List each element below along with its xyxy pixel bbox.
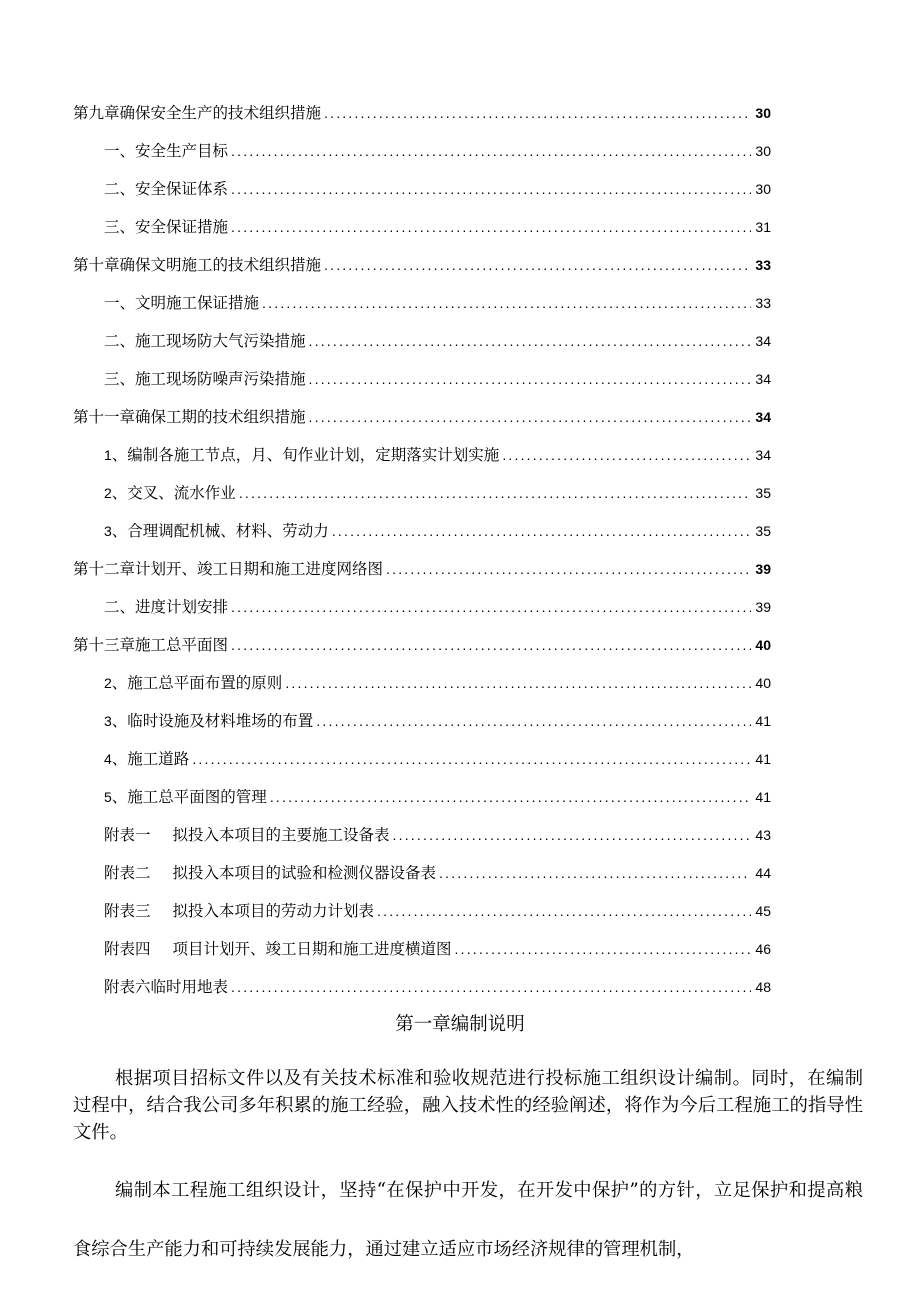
toc-entry-title xyxy=(104,443,499,467)
toc-entry-number: 3 xyxy=(104,523,112,539)
toc-entry-title: 第九章确保安全生产的技术组织措施 xyxy=(73,104,322,122)
toc-leader-dots xyxy=(324,253,751,277)
toc-entry-number: 4 xyxy=(104,751,112,767)
toc-leader-dots xyxy=(309,329,752,353)
toc-leader-dots xyxy=(324,101,751,125)
toc-entry-number: 2 xyxy=(104,675,112,691)
toc-entry-title xyxy=(104,519,329,543)
body-paragraph: 根据项目招标文件以及有关技术标准和验收规范进行投标施工组织设计编制。同时，在编制过程中，结合我公司多年积累的施工经验，融入技术性的经验阐述，将作为今后工程施工的指导性文件。 xyxy=(73,1068,863,1143)
body-paragraph: 编制本工程施工组织设计，坚持“在保护中开发，在开发中保护”的方针，立足保护和提高粮食综合生产能力和可持续发展能力，通过建立适应市场经济规律的管理机制， xyxy=(73,1180,863,1260)
toc-entry[interactable] xyxy=(104,823,771,847)
toc-entry-number: 3 xyxy=(104,713,112,729)
toc-entry[interactable] xyxy=(104,747,771,771)
toc-entry-title xyxy=(104,937,452,961)
toc-leader-dots xyxy=(231,215,751,239)
toc-leader-dots xyxy=(309,367,752,391)
toc-page-number: 30 xyxy=(755,143,771,159)
toc-entry-title xyxy=(104,861,436,885)
toc-entry-title: 二、安全保证体系 xyxy=(104,180,229,198)
toc-entry[interactable] xyxy=(104,861,771,885)
toc-leader-dots xyxy=(377,899,751,923)
toc-entry-label: 、施工总平面布置的原则 xyxy=(111,674,283,692)
toc-appendix-label: 附表三 xyxy=(104,902,151,920)
toc-entry[interactable] xyxy=(104,177,771,201)
toc-page-number: 33 xyxy=(755,257,771,273)
toc-entry-title xyxy=(104,747,189,771)
toc-entry-label: 拟投入本项目的试验和检测仪器设备表 xyxy=(172,864,437,882)
toc-entry[interactable] xyxy=(104,481,771,505)
chapter-title: 第一章编制说明 xyxy=(395,1014,525,1035)
toc-entry-title: 三、施工现场防噪声污染措施 xyxy=(104,370,306,388)
toc-page-number: 30 xyxy=(755,105,771,121)
toc-entry-title: 二、施工现场防大气污染措施 xyxy=(104,332,306,350)
toc-leader-dots xyxy=(231,975,751,999)
toc-page-number: 34 xyxy=(755,447,771,463)
toc-entry-title: 第十章确保文明施工的技术组织措施 xyxy=(73,256,322,274)
toc-page-number: 41 xyxy=(755,713,771,729)
toc-page-number: 46 xyxy=(755,941,771,957)
toc-entry-label: 拟投入本项目的劳动力计划表 xyxy=(172,902,375,920)
toc-entry-title: 第十三章施工总平面图 xyxy=(73,636,229,654)
toc-leader-dots xyxy=(502,443,751,467)
toc-entry[interactable] xyxy=(104,291,771,315)
toc-page-number: 30 xyxy=(755,181,771,197)
toc-entry-label: 、合理调配机械、材料、劳动力 xyxy=(111,522,329,540)
toc-page-number: 45 xyxy=(755,903,771,919)
toc-leader-dots xyxy=(439,861,751,885)
toc-entry[interactable] xyxy=(73,557,771,581)
toc-entry-title xyxy=(104,823,390,847)
toc-leader-dots xyxy=(309,405,752,429)
toc-leader-dots xyxy=(231,633,751,657)
toc-entry-title: 二、进度计划安排 xyxy=(104,598,229,616)
toc-leader-dots xyxy=(239,481,752,505)
toc-leader-dots xyxy=(386,557,751,581)
toc-entry-label: 、施工道路 xyxy=(111,750,190,768)
toc-page-number: 39 xyxy=(755,599,771,615)
toc-page-number: 34 xyxy=(755,409,771,425)
toc-entry-title: 附表六临时用地表 xyxy=(104,978,229,996)
toc-page-number: 41 xyxy=(755,789,771,805)
toc-entry-title: 一、文明施工保证措施 xyxy=(104,294,260,312)
toc-leader-dots xyxy=(393,823,752,847)
toc-entry[interactable] xyxy=(104,937,771,961)
toc-entry-title: 第十二章计划开、竣工日期和施工进度网络图 xyxy=(73,560,384,578)
toc-entry[interactable] xyxy=(104,975,771,999)
toc-entry-title xyxy=(104,671,282,695)
toc-leader-dots xyxy=(231,595,751,619)
toc-page-number: 44 xyxy=(755,865,771,881)
toc-page-number: 43 xyxy=(755,827,771,843)
toc-leader-dots xyxy=(262,291,751,315)
toc-entry-title xyxy=(104,899,374,923)
toc-leader-dots xyxy=(332,519,752,543)
toc-entry-title: 一、安全生产目标 xyxy=(104,142,229,160)
toc-entry[interactable] xyxy=(73,101,771,125)
toc-entry-number: 2 xyxy=(104,485,112,501)
toc-page-number: 48 xyxy=(755,979,771,995)
toc-appendix-label: 附表二 xyxy=(104,864,151,882)
toc-entry-label: 、施工总平面图的管理 xyxy=(111,788,267,806)
toc-entry-title: 第十一章确保工期的技术组织措施 xyxy=(73,408,306,426)
toc-entry-label: 项目计划开、竣工日期和施工进度横道图 xyxy=(172,940,452,958)
toc-entry[interactable] xyxy=(104,785,771,809)
toc-entry[interactable] xyxy=(104,139,771,163)
toc-entry-title: 三、安全保证措施 xyxy=(104,218,229,236)
toc-entry[interactable] xyxy=(73,633,771,657)
toc-entry-label: 、编制各施工节点，月、旬作业计划，定期落实计划实施 xyxy=(111,446,500,464)
toc-entry[interactable] xyxy=(73,253,771,277)
toc-entry-title xyxy=(104,481,236,505)
toc-entry[interactable] xyxy=(104,595,771,619)
toc-entry[interactable] xyxy=(104,709,771,733)
toc-entry-label: 拟投入本项目的主要施工设备表 xyxy=(172,826,390,844)
toc-page-number: 33 xyxy=(755,295,771,311)
toc-leader-dots xyxy=(316,709,751,733)
toc-leader-dots xyxy=(285,671,751,695)
toc-page-number: 40 xyxy=(755,637,771,653)
toc-page-number: 35 xyxy=(755,485,771,501)
toc-leader-dots xyxy=(231,139,751,163)
toc-page-number: 31 xyxy=(755,219,771,235)
toc-entry[interactable] xyxy=(104,443,771,467)
toc-entry[interactable] xyxy=(104,519,771,543)
toc-entry-label: 、临时设施及材料堆场的布置 xyxy=(111,712,314,730)
toc-entry[interactable] xyxy=(104,671,771,695)
toc-appendix-label: 附表四 xyxy=(104,940,151,958)
toc-page-number: 39 xyxy=(755,561,771,577)
toc-entry[interactable] xyxy=(104,367,771,391)
toc-page-number: 34 xyxy=(755,333,771,349)
toc-page-number: 41 xyxy=(755,751,771,767)
toc-page-number: 40 xyxy=(755,675,771,691)
toc-page-number: 35 xyxy=(755,523,771,539)
toc-page-number: 34 xyxy=(755,371,771,387)
toc-entry[interactable] xyxy=(104,899,771,923)
toc-entry[interactable] xyxy=(104,215,771,239)
toc-entry[interactable] xyxy=(73,405,771,429)
toc-entry[interactable] xyxy=(104,329,771,353)
toc-appendix-label: 附表一 xyxy=(104,826,151,844)
toc-leader-dots xyxy=(231,177,751,201)
toc-entry-title xyxy=(104,709,313,733)
toc-entry-title xyxy=(104,785,267,809)
toc-entry-number: 1 xyxy=(104,447,112,463)
toc-leader-dots xyxy=(455,937,752,961)
toc-leader-dots xyxy=(270,785,752,809)
toc-leader-dots xyxy=(192,747,751,771)
toc-entry-number: 5 xyxy=(104,789,112,805)
toc-entry-label: 、交叉、流水作业 xyxy=(111,484,236,502)
